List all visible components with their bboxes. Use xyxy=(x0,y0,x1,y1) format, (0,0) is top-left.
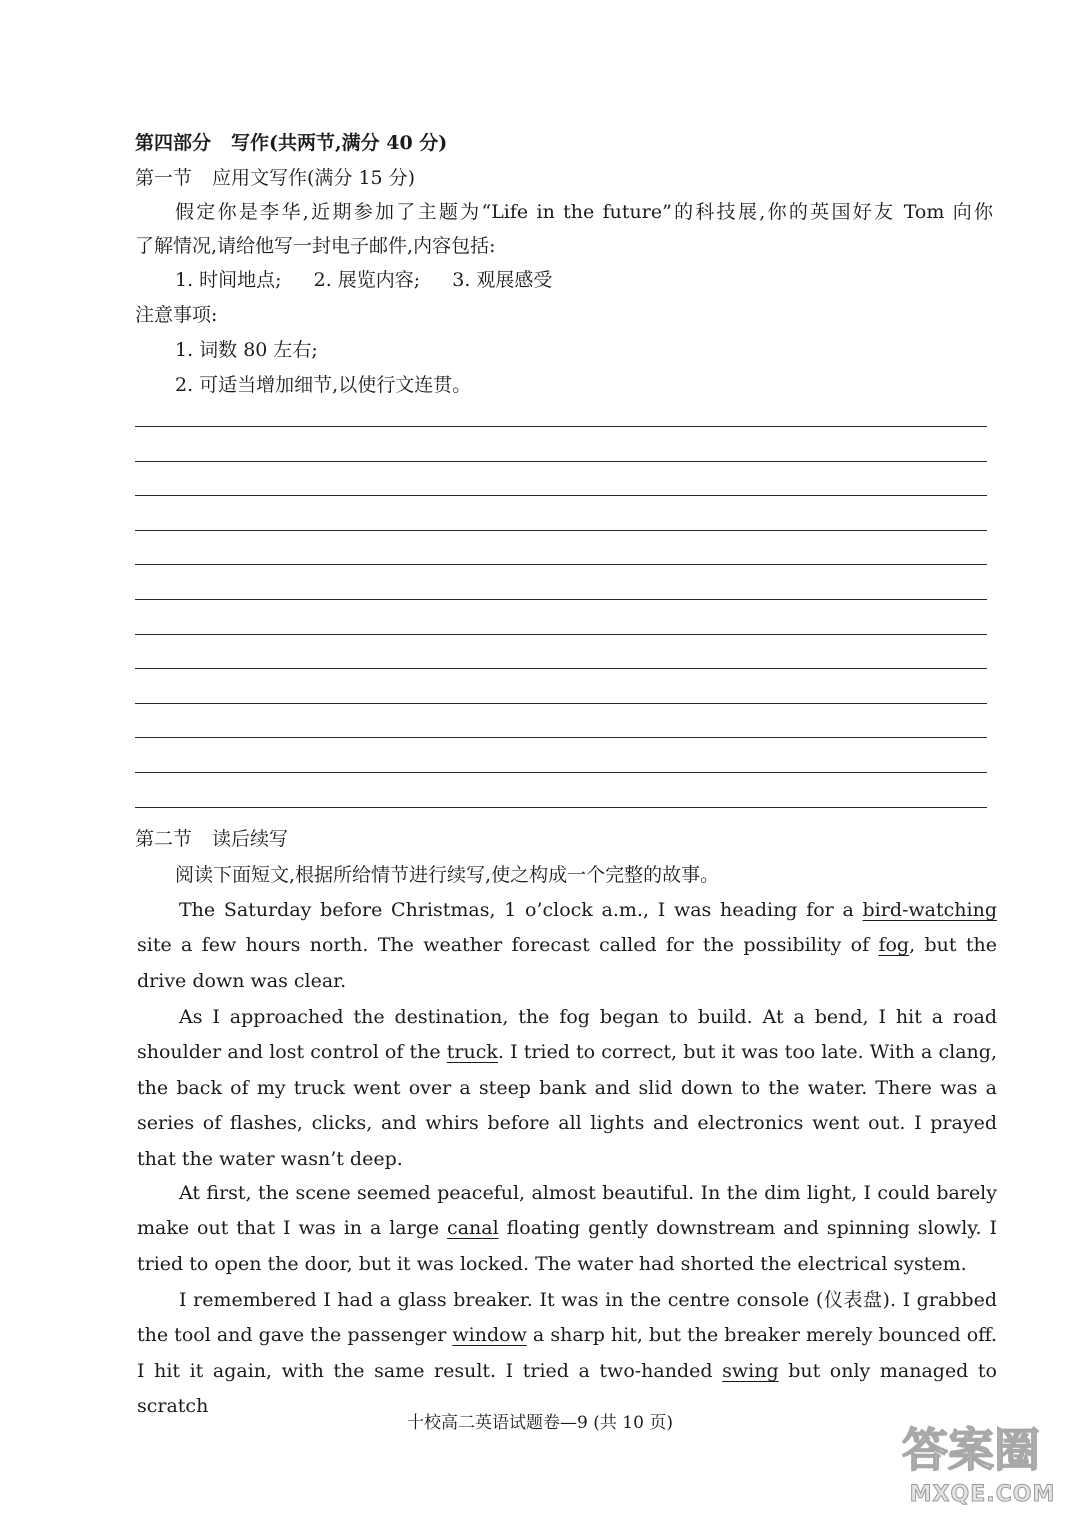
task-content-items xyxy=(175,267,578,293)
story-text: but only managed to scratch xyxy=(137,1359,997,1418)
answer-line[interactable] xyxy=(135,668,987,703)
underlined-word: bird-watching xyxy=(862,899,997,921)
underlined-word: window xyxy=(452,1324,527,1347)
answer-line[interactable] xyxy=(135,530,987,565)
note-item: 1. 词数 80 左右; xyxy=(175,339,318,361)
section2-title: 第二节 xyxy=(135,828,193,850)
underlined-word: canal xyxy=(447,1217,499,1240)
answer-line[interactable] xyxy=(135,564,987,599)
story-text: The Saturday before Christmas, 1 o’clock a.m., I was heading for a xyxy=(179,899,863,921)
section1-subtitle: 应用文写作(满分 15 分) xyxy=(212,167,416,189)
section2-heading xyxy=(135,826,288,852)
task-prompt-line1: 假定你是李华,近期参加了主题为“Life in the future”的科技展,你的英国好友 Tom 向你 xyxy=(175,201,993,223)
watermark-site-text: MXQE.COM xyxy=(909,1482,1056,1507)
answer-line[interactable] xyxy=(135,426,987,461)
watermark xyxy=(900,1418,1065,1510)
story-text: As I approached the destination, the fog began to build. At a bend, I hit a road shoulder and lost control of the xyxy=(137,1006,997,1064)
story-paragraph xyxy=(137,1283,997,1418)
answer-line[interactable] xyxy=(135,737,987,772)
part4-heading xyxy=(135,130,447,156)
story-text: I remembered I had a glass breaker. It was in the centre console (仪表盘). I grabbed the tool and gave the passenger xyxy=(137,1289,997,1347)
continuation-instructions: 阅读下面短文,根据所给情节进行续写,使之构成一个完整的故事。 xyxy=(175,864,720,886)
note-item: 2. 可适当增加细节,以使行文连贯。 xyxy=(175,374,472,396)
section1-heading xyxy=(135,165,415,191)
underlined-word: swing xyxy=(722,1359,779,1382)
answer-line[interactable] xyxy=(135,495,987,530)
answer-line[interactable] xyxy=(135,703,987,738)
story-text: floating gently downstream and spinning slowly. I tried to open the door, but it was locked. The water had shorted the electrical system. xyxy=(137,1217,997,1275)
underlined-word: fog xyxy=(878,934,910,957)
underlined-word: truck xyxy=(446,1041,498,1064)
section1-title: 第一节 xyxy=(135,167,193,189)
story-paragraph xyxy=(137,1000,997,1177)
answer-line[interactable] xyxy=(135,599,987,634)
story-text: a sharp hit, but the breaker merely bounced off. I hit it again, with the same result. I tried a two-handed xyxy=(137,1324,997,1382)
story-text: , but the drive down was clear. xyxy=(137,934,997,992)
story-text: . I tried to correct, but it was too late. With a clang, the back of my truck went over a steep bank and slid down to the water. There was a series of flashes, clicks, and whirs before all lights and electronics went out. I prayed that the water wasn’t deep. xyxy=(137,1041,998,1170)
story-text: At first, the scene seemed peaceful, almost beautiful. In the dim light, I could barely make out that I was in a large xyxy=(137,1182,997,1240)
answer-line[interactable] xyxy=(135,634,987,669)
section2-subtitle: 读后续写 xyxy=(212,828,289,850)
page-footer: 十校高二英语试题卷—9 (共 10 页) xyxy=(407,1413,673,1433)
watermark-logo-text: 答案圈 xyxy=(902,1423,1040,1477)
story-paragraph xyxy=(137,1176,997,1282)
task-item: 2. 展览内容; xyxy=(313,269,421,291)
task-item: 1. 时间地点; xyxy=(175,269,282,291)
story-paragraph xyxy=(137,893,997,999)
story-text: site a few hours north. The weather forecast called for the possibility of xyxy=(137,934,879,957)
part4-title: 第四部分 xyxy=(135,132,212,154)
task-item: 3. 观展感受 xyxy=(452,269,553,291)
answer-line[interactable] xyxy=(135,461,987,496)
part4-subtitle: 写作(共两节,满分 40 分) xyxy=(231,132,448,154)
answer-writing-area[interactable] xyxy=(135,426,987,841)
watermark-logo xyxy=(900,1418,1065,1478)
answer-line[interactable] xyxy=(135,772,987,807)
task-prompt-line2: 了解情况,请给他写一封电子邮件,内容包括: xyxy=(135,235,496,257)
notes-title: 注意事项: xyxy=(135,304,218,326)
